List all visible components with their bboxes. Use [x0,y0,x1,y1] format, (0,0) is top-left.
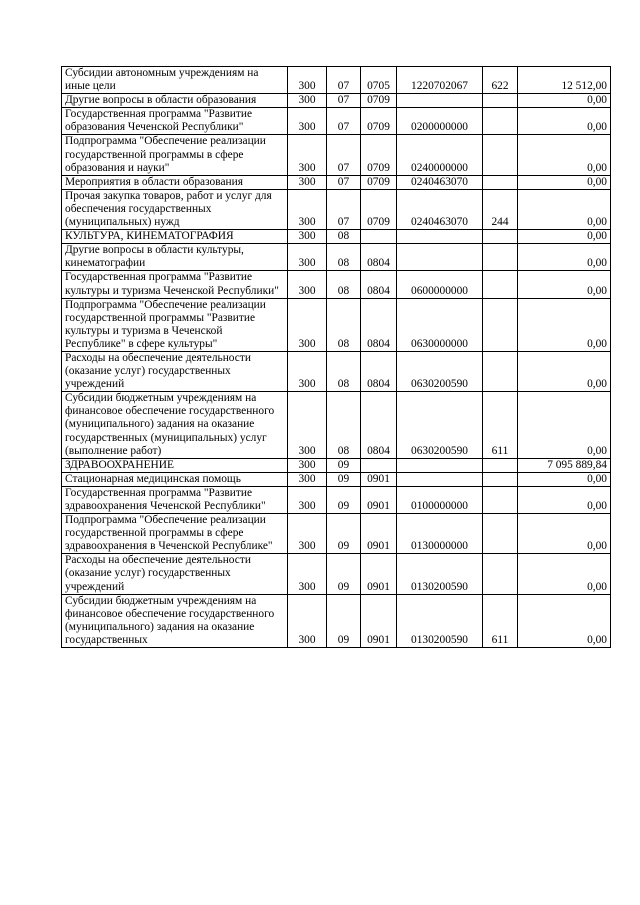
row-target-code: 0240463070 [397,175,483,189]
row-target-code: 0240463070 [397,189,483,229]
row-name: Подпрограмма "Обеспечение реализации государственной программы в сфере образования и науки" [62,135,288,175]
budget-sheet [61,66,611,648]
row-amount: 0,00 [518,298,611,351]
table-row [62,135,611,175]
row-target-code: 0240000000 [397,135,483,175]
row-admin-code: 300 [288,244,327,271]
row-expense-type-code: 244 [483,189,518,229]
row-name: Государственная программа "Развитие культуры и туризма Чеченской Республики" [62,271,288,298]
row-subsection-code: 0804 [361,351,397,391]
row-admin-code: 300 [288,67,327,94]
table-row [62,458,611,472]
row-amount: 0,00 [518,94,611,108]
row-name: Подпрограмма "Обеспечение реализации государственной программы "Развитие культуры и туризма в Чеченской Республике" в сфере культуры" [62,298,288,351]
row-expense-type-code [483,486,518,513]
row-expense-type-code [483,458,518,472]
row-target-code [397,94,483,108]
row-admin-code: 300 [288,135,327,175]
row-target-code: 0600000000 [397,271,483,298]
row-section-code: 08 [327,392,361,458]
row-admin-code: 300 [288,392,327,458]
row-section-code: 09 [327,458,361,472]
row-amount: 0,00 [518,554,611,594]
row-name: Мероприятия в области образования [62,175,288,189]
row-subsection-code [361,458,397,472]
row-subsection-code: 0709 [361,175,397,189]
row-amount: 0,00 [518,175,611,189]
row-admin-code: 300 [288,458,327,472]
row-expense-type-code: 611 [483,392,518,458]
row-amount: 12 512,00 [518,67,611,94]
row-subsection-code: 0709 [361,189,397,229]
row-amount: 0,00 [518,244,611,271]
row-name: Субсидии автономным учреждениям на иные цели [62,67,288,94]
row-target-code: 1220702067 [397,67,483,94]
table-row [62,175,611,189]
row-target-code [397,244,483,271]
row-target-code: 0130200590 [397,554,483,594]
row-expense-type-code [483,230,518,244]
table-row [62,486,611,513]
row-subsection-code: 0901 [361,594,397,647]
row-admin-code: 300 [288,175,327,189]
row-expense-type-code [483,298,518,351]
table-row [62,298,611,351]
row-amount: 7 095 889,84 [518,458,611,472]
row-name: КУЛЬТУРА, КИНЕМАТОГРАФИЯ [62,230,288,244]
row-expense-type-code [483,472,518,486]
row-section-code: 09 [327,594,361,647]
row-amount: 0,00 [518,108,611,135]
row-expense-type-code [483,244,518,271]
row-admin-code: 300 [288,298,327,351]
row-admin-code: 300 [288,486,327,513]
row-target-code: 0130200590 [397,594,483,647]
row-amount: 0,00 [518,472,611,486]
table-row [62,244,611,271]
table-row [62,392,611,458]
row-amount: 0,00 [518,486,611,513]
row-target-code: 0130000000 [397,514,483,554]
row-amount: 0,00 [518,514,611,554]
row-section-code: 07 [327,108,361,135]
row-name: Субсидии бюджетным учреждениям на финансовое обеспечение государственного (муниципального) задания на оказание государственных (муниципальных) услуг (выполнение работ) [62,392,288,458]
row-expense-type-code [483,271,518,298]
row-expense-type-code: 622 [483,67,518,94]
row-admin-code: 300 [288,108,327,135]
row-admin-code: 300 [288,351,327,391]
row-name: Прочая закупка товаров, работ и услуг для обеспечения государственных (муниципальных) нужд [62,189,288,229]
row-expense-type-code [483,94,518,108]
row-subsection-code: 0901 [361,486,397,513]
row-section-code: 08 [327,230,361,244]
row-subsection-code: 0709 [361,94,397,108]
row-expense-type-code [483,351,518,391]
row-name: Государственная программа "Развитие образования Чеченской Республики" [62,108,288,135]
row-target-code: 0200000000 [397,108,483,135]
row-target-code [397,230,483,244]
row-expense-type-code [483,175,518,189]
row-name: Расходы на обеспечение деятельности (оказание услуг) государственных учреждений [62,554,288,594]
row-subsection-code: 0901 [361,554,397,594]
table-row [62,189,611,229]
row-section-code: 09 [327,472,361,486]
table-row [62,271,611,298]
row-subsection-code [361,230,397,244]
row-name: Государственная программа "Развитие здравоохранения Чеченской Республики" [62,486,288,513]
row-expense-type-code [483,554,518,594]
table-body [62,67,611,648]
row-target-code: 0630000000 [397,298,483,351]
row-subsection-code: 0709 [361,135,397,175]
row-target-code [397,472,483,486]
row-amount: 0,00 [518,189,611,229]
row-expense-type-code [483,135,518,175]
row-admin-code: 300 [288,514,327,554]
table-row [62,514,611,554]
row-target-code: 0100000000 [397,486,483,513]
row-section-code: 09 [327,554,361,594]
table-row [62,554,611,594]
row-name: Подпрограмма "Обеспечение реализации государственной программы в сфере здравоохранения в Чеченской Республике" [62,514,288,554]
row-amount: 0,00 [518,351,611,391]
row-target-code [397,458,483,472]
row-amount: 0,00 [518,135,611,175]
row-expense-type-code [483,108,518,135]
row-section-code: 08 [327,351,361,391]
row-section-code: 07 [327,94,361,108]
table-row [62,594,611,647]
row-section-code: 08 [327,298,361,351]
table-row [62,351,611,391]
table-row [62,472,611,486]
row-name: Другие вопросы в области культуры, кинематографии [62,244,288,271]
row-subsection-code: 0804 [361,298,397,351]
row-target-code: 0630200590 [397,351,483,391]
row-name: Стационарная медицинская помощь [62,472,288,486]
row-name: Другие вопросы в области образования [62,94,288,108]
row-amount: 0,00 [518,271,611,298]
budget-table [61,66,611,648]
row-subsection-code: 0804 [361,392,397,458]
row-amount: 0,00 [518,230,611,244]
row-admin-code: 300 [288,554,327,594]
row-subsection-code: 0709 [361,108,397,135]
row-section-code: 07 [327,67,361,94]
table-row [62,67,611,94]
row-admin-code: 300 [288,230,327,244]
row-section-code: 08 [327,244,361,271]
row-admin-code: 300 [288,594,327,647]
row-amount: 0,00 [518,594,611,647]
row-subsection-code: 0901 [361,472,397,486]
row-subsection-code: 0804 [361,244,397,271]
row-name: ЗДРАВООХРАНЕНИЕ [62,458,288,472]
row-section-code: 07 [327,189,361,229]
row-name: Субсидии бюджетным учреждениям на финансовое обеспечение государственного (муниципального) задания на оказание государственных [62,594,288,647]
table-row [62,94,611,108]
row-name: Расходы на обеспечение деятельности (оказание услуг) государственных учреждений [62,351,288,391]
row-expense-type-code: 611 [483,594,518,647]
row-subsection-code: 0901 [361,514,397,554]
row-admin-code: 300 [288,271,327,298]
table-row [62,230,611,244]
row-target-code: 0630200590 [397,392,483,458]
row-admin-code: 300 [288,189,327,229]
row-admin-code: 300 [288,94,327,108]
row-section-code: 09 [327,486,361,513]
row-expense-type-code [483,514,518,554]
table-row [62,108,611,135]
row-subsection-code: 0804 [361,271,397,298]
row-admin-code: 300 [288,472,327,486]
row-section-code: 07 [327,135,361,175]
row-section-code: 09 [327,514,361,554]
row-subsection-code: 0705 [361,67,397,94]
row-section-code: 08 [327,271,361,298]
row-amount: 0,00 [518,392,611,458]
row-section-code: 07 [327,175,361,189]
